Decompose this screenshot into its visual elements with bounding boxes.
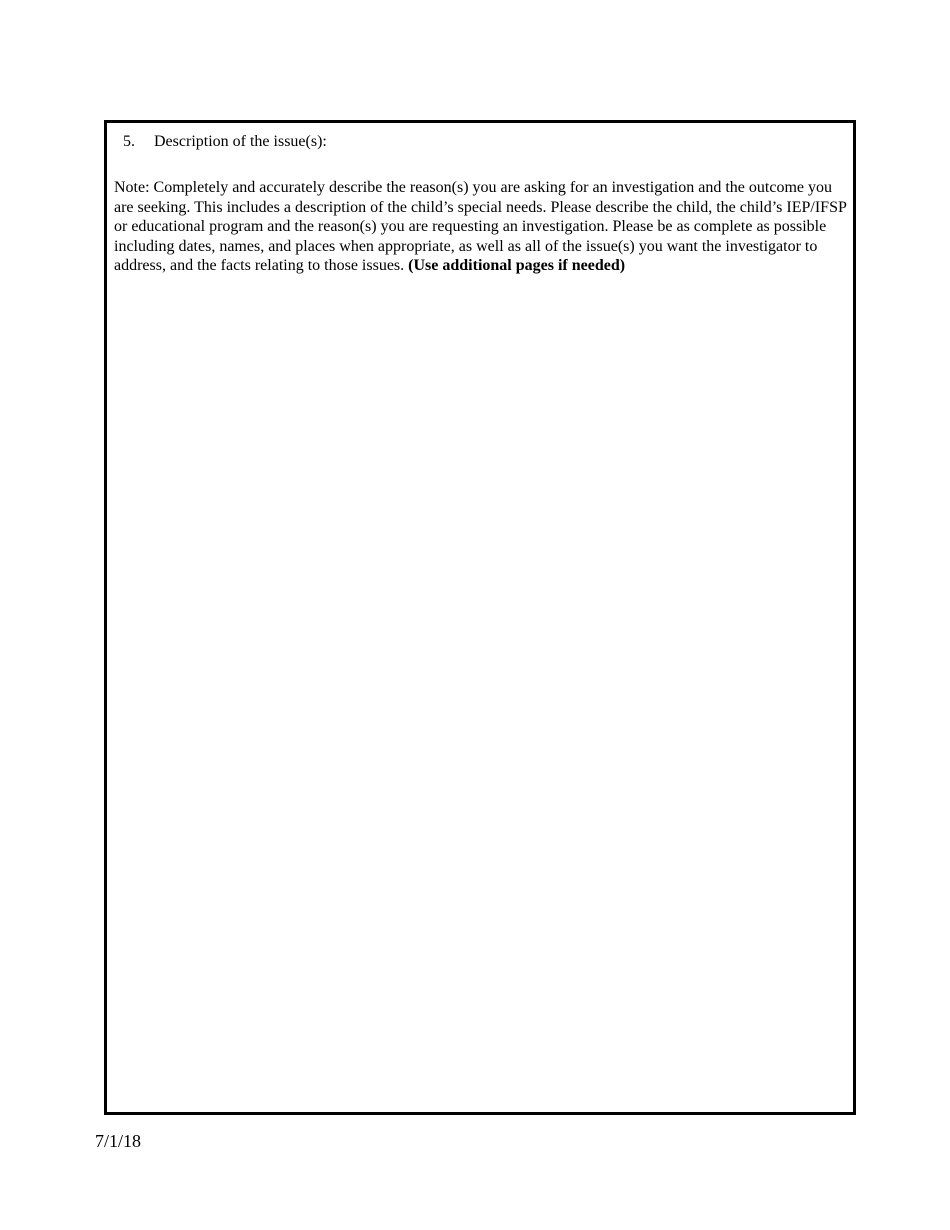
response-text-area[interactable] (114, 303, 849, 1103)
item-number: 5. (123, 133, 135, 150)
note-text: Note: Completely and accurately describe the reason(s) you are asking for an investigation and the outcome you are seeking. This includes a description of the child’s special needs. Please describe the child, the child’s IEP/IFSP or educational program and the reason(s) you are requesting an investigation. Please be as complete as possible including dates, names, and places when appropriate, as well as all of the issue(s) you want the investigator to address, and the facts relating to those issues. (114, 179, 847, 275)
footer-date: 7/1/18 (95, 1131, 142, 1151)
note-emphasis: (Use additional pages if needed) (408, 257, 626, 275)
instruction-note (114, 178, 851, 276)
item-title: Description of the issue(s): (154, 133, 327, 150)
issue-description-box (104, 120, 856, 1115)
item-heading (123, 132, 327, 152)
